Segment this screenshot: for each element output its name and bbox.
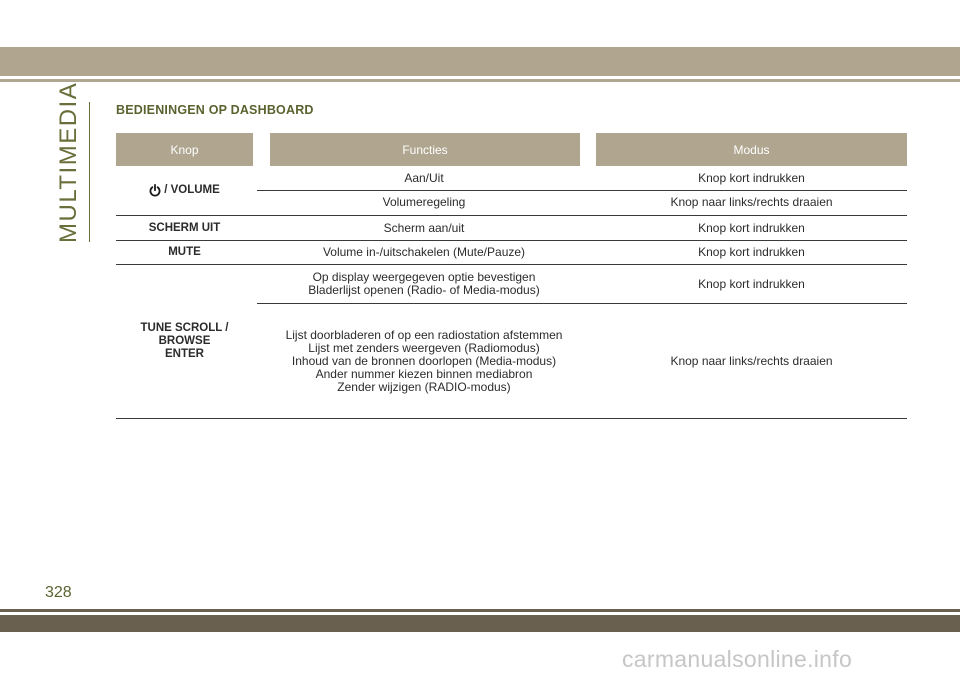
table-row-enter-modus: Knop kort indrukken [698, 276, 805, 291]
header-functies: Functies [270, 133, 580, 166]
table-row-mute-knop: MUTE [168, 246, 201, 258]
header-knop: Knop [116, 133, 253, 166]
bottom-decorative-line [0, 609, 960, 612]
table-row-tune-knop [116, 265, 253, 418]
table-row-scroll-modus: Knop naar links/rechts draaien [670, 353, 833, 368]
table-row-scherm-functie: Scherm aan/uit [383, 220, 465, 235]
volume-label: / VOLUME [164, 183, 220, 196]
table-row-volumeregeling-modus: Knop naar links/rechts draaien [670, 195, 833, 209]
table-row-volumeregeling-functie: Volumeregeling [382, 195, 466, 209]
table-row-scroll-functie [266, 304, 582, 418]
functie-line: Lijst met zenders weergeven (Radiomodus) [308, 340, 540, 355]
top-decorative-band [0, 47, 960, 76]
functie-line: Op display weergegeven optie bevestigen [312, 270, 536, 284]
tune-label-line-2: ENTER [165, 348, 204, 360]
table-header [116, 133, 907, 166]
table-row-volume-knop [116, 166, 253, 214]
table-row-mute-functie: Volume in-/uitschakelen (Mute/Pauze) [322, 245, 526, 259]
header-modus: Modus [596, 133, 907, 166]
table-row-scherm-modus: Knop kort indrukken [698, 220, 805, 235]
table-row-volume-modus: Knop kort indrukken [698, 170, 805, 185]
top-decorative-line [0, 79, 960, 82]
controls-table [116, 133, 907, 419]
section-title: BEDIENINGEN OP DASHBOARD [116, 103, 314, 117]
functie-line: Inhoud van de bronnen doorlopen (Media-modus) [291, 353, 557, 368]
page-number: 328 [45, 584, 72, 601]
functie-line: Lijst doorbladeren of op een radiostation afstemmen [285, 327, 563, 342]
table-row-enter-functie [266, 265, 582, 303]
tune-label-line-1: TUNE SCROLL / BROWSE [140, 322, 229, 347]
table-body [116, 166, 907, 419]
functie-line: Ander nummer kiezen binnen mediabron [315, 366, 533, 381]
table-row-volume-functie: Aan/Uit [404, 170, 444, 185]
chapter-label: MULTIMEDIA [55, 81, 82, 243]
functie-line: Zender wijzigen (RADIO-modus) [337, 379, 511, 394]
bottom-decorative-band [0, 615, 960, 632]
table-row-scherm-knop: SCHERM UIT [148, 221, 221, 234]
row-divider [116, 418, 907, 419]
table-row-mute-modus: Knop kort indrukken [698, 245, 805, 259]
chapter-rule [89, 102, 90, 242]
functie-line: Bladerlijst openen (Radio- of Media-modus) [308, 283, 540, 297]
power-icon [149, 184, 161, 197]
watermark: carmanualsonline.info [622, 646, 853, 672]
